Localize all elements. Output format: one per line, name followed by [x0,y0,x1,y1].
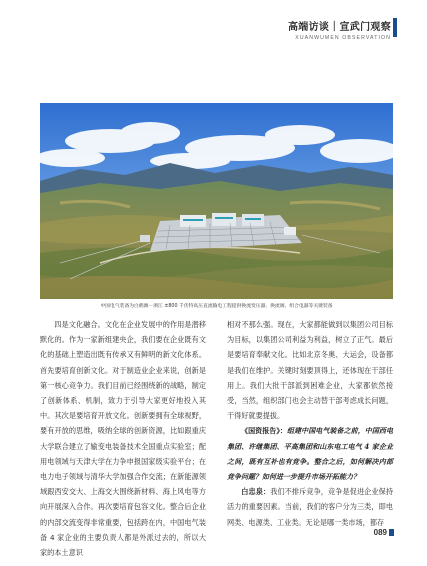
paragraph-continued: 相对不那么强。现在，大家都能做到以集团公司目标为目标，以集团公司利益为利益，树立了正气。最后是要培育奉献文化。比如北京冬奥、大运会，设备都是我们在维护。关键时刻要顶得上，还体现在干部任用上。我们大批干部派到困难企业，大家都依然接受，当然，组织部门也会主动替干部考虑成长问题，干得好就要提拔。 [227,320,393,421]
article-column-left [40,317,206,560]
page-number: 089 [373,528,387,537]
section-subtitle: XUANWUMEN OBSERVATION [295,35,391,41]
section-title: 高端访谈｜宣武门观察 [288,22,391,33]
article-column-right [227,317,393,530]
interviewer-label: 《国资报告》： [241,426,287,436]
interview-question [227,423,393,484]
interview-answer [227,484,393,530]
photo-caption: 中国电气装备为白鹤滩－浙江 ±800 千伏特高压直流输电工程提供换流变压器、换流阀、组合电器等关键装备 [100,304,333,309]
answer-text: 我们不排斥竞争，竞争是促进企业保持活力的重要因素。当前，我们的客户分为三类，即电网类、电源类、工业类。无论是哪一类市场，都存 [227,487,393,527]
page-number-mark [389,529,394,536]
header-accent-bar [393,18,397,37]
paragraph-culture-integration: 四是文化融合。文化在企业发展中的作用是潜移默化的。作为一家新组建央企，我们要在企业既有文化的基础上塑造出既有传承又有鲜明的新文化体系。首先要培育创新文化。对于制造业企业来说，创新是第一核心竞争力。我们目前已经围绕新的战略，制定了创新体系、机制，致力于引导大家更好地投入其中。其次是要培育开放文化。创新要拥有全球视野，要有开放的思维，吸纳全球的创新资源，比如跟重庆大学联合建立了输变电装备技术全国重点实验室；配用电领域与天津大学在力争申报国家级实验平台；在电力电子领域与清华大学加强合作交流；在新能源领域跟西安交大、上海交大围绕新材料、海上风电等方向开展深入合作。再次要培育包容文化。整合后企业的内部交流变得非常重要，包括跨在内，中国电气装备 4 家企业的主要负责人都是外派过去的，所以大家的本土意识 [40,320,206,558]
interviewee-label: 白忠泉： [241,487,271,497]
running-header [288,18,391,41]
photo-illustration [40,103,393,299]
aerial-photo-converter-station [40,103,393,299]
question-text: 组建中国电气装备之前，中国西电集团、许继集团、平高集团和山东电工电气 4 家企业之间，既有互补也有竞争。整合之后，如何解决内部竞争问题？如何进一步提升市场开拓能力？ [227,426,393,482]
